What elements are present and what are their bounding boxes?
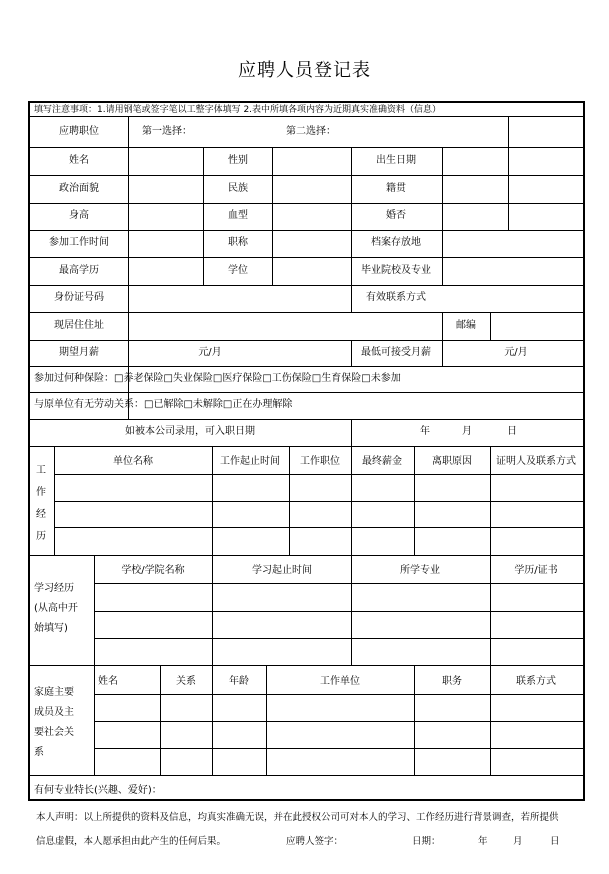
col-line — [490, 446, 491, 555]
yuan-unit-2: 元/月 — [504, 347, 528, 358]
postcode-label: 邮编 — [456, 320, 476, 331]
row-line — [30, 175, 583, 176]
date-label: 日期： — [412, 836, 441, 847]
col-line — [490, 665, 491, 775]
col-line — [490, 555, 491, 665]
row-line — [94, 583, 583, 584]
choice1-label[interactable]: 第一选择： — [142, 126, 192, 137]
expected-salary-label: 期望月薪 — [59, 347, 99, 358]
declaration-line-2: 信息虚假，本人愿承担由此产生的任何后果。 — [36, 836, 227, 847]
entry-date-label: 如被本公司录用，可入职日期 — [125, 426, 255, 437]
graduate-label: 毕业院校及专业 — [361, 265, 431, 276]
col-line — [94, 665, 95, 775]
row-line — [30, 775, 583, 776]
row-line — [94, 638, 583, 639]
col-line — [442, 312, 443, 340]
work-side-char: 历 — [36, 531, 46, 542]
insurance-options[interactable]: 参加过何种保险：□养老保险□失业保险□医疗保险□工伤保险□生育保险□未参加 — [34, 373, 401, 384]
row-line — [94, 748, 583, 749]
name-label: 姓名 — [69, 155, 89, 166]
education-label: 最高学历 — [59, 265, 99, 276]
col-line — [54, 446, 55, 555]
col-line — [490, 312, 491, 340]
study-header-major: 所学专业 — [400, 565, 440, 576]
gender-label: 性别 — [228, 155, 248, 166]
native-label: 籍贯 — [386, 183, 406, 194]
politics-label: 政治面貌 — [59, 183, 99, 194]
family-header-duty: 职务 — [442, 676, 462, 687]
col-line — [351, 340, 352, 366]
col-line — [351, 419, 352, 446]
entry-month: 月 — [462, 426, 472, 437]
col-line — [203, 147, 204, 285]
row-line — [94, 694, 583, 695]
col-line — [160, 665, 161, 775]
study-header-school: 学校/学院名称 — [121, 565, 185, 576]
family-header-name: 姓名 — [98, 676, 118, 687]
col-line — [272, 147, 273, 285]
degree-label: 学位 — [228, 265, 248, 276]
family-side-text: 系 — [34, 747, 44, 758]
row-line — [94, 721, 583, 722]
specialty-label[interactable]: 有何专业特长(兴趣、爱好)： — [34, 785, 162, 796]
entry-day: 日 — [507, 426, 517, 437]
row-line — [30, 446, 583, 447]
col-line — [442, 340, 443, 366]
row-line — [30, 366, 583, 367]
date-year: 年 — [478, 836, 488, 847]
col-line — [351, 147, 352, 285]
row-line — [94, 611, 583, 612]
family-side-text: 家庭主要 — [34, 687, 74, 698]
study-side-text: 始填写) — [34, 623, 68, 634]
date-day: 日 — [550, 836, 560, 847]
birth-label: 出生日期 — [376, 155, 416, 166]
family-header-contact: 联系方式 — [516, 676, 556, 687]
declaration-line-1: 本人声明：以上所提供的资料及信息，均真实准确无误，并在此授权公司可对本人的学习、工作经历进行背景调查，若所提供 — [36, 812, 559, 823]
row-line — [54, 501, 583, 502]
col-line — [442, 147, 443, 285]
work-header-reason: 离职原因 — [432, 456, 472, 467]
family-side-text: 成员及主 — [34, 707, 74, 718]
row-line — [54, 474, 583, 475]
position-label: 应聘职位 — [59, 126, 99, 137]
row-line — [30, 257, 583, 258]
form-table — [28, 101, 585, 801]
contact-label: 有效联系方式 — [366, 292, 426, 303]
work-side-char: 经 — [36, 509, 46, 520]
row-line — [30, 392, 583, 393]
row-line — [54, 527, 583, 528]
ethnic-label: 民族 — [228, 183, 248, 194]
choice2-label[interactable]: 第二选择： — [286, 126, 336, 137]
labor-options[interactable]: 与原单位有无劳动关系：□已解除□未解除□正在办理解除 — [34, 399, 293, 410]
address-label: 现居住住址 — [54, 320, 104, 331]
row-line — [30, 116, 583, 117]
col-line — [351, 285, 352, 312]
marital-label: 婚否 — [386, 210, 406, 221]
row-line — [30, 340, 583, 341]
row-line — [30, 665, 583, 666]
col-line — [212, 665, 213, 775]
archive-label: 档案存放地 — [371, 237, 421, 248]
date-month: 月 — [513, 836, 523, 847]
col-line — [414, 665, 415, 775]
title-rank-label: 职称 — [228, 237, 248, 248]
row-line — [30, 312, 583, 313]
col-line — [414, 446, 415, 555]
family-side-text: 要社会关 — [34, 727, 74, 738]
study-side-text: 学习经历 — [34, 583, 74, 594]
row-line — [30, 285, 583, 286]
study-header-period: 学习起止时间 — [252, 565, 312, 576]
height-label: 身高 — [69, 210, 89, 221]
yuan-unit-1: 元/月 — [198, 347, 222, 358]
work-header-reference: 证明人及联系方式 — [496, 456, 576, 467]
notice-text: 填写注意事项：1.请用钢笔或签字笔以工整字体填写 2.表中所填各项内容为近期真实准确资料（信息） — [34, 105, 442, 115]
row-line — [30, 230, 583, 231]
form-title: 应聘人员登记表 — [238, 60, 371, 81]
work-side-char: 工 — [36, 465, 46, 476]
id-label: 身份证号码 — [54, 292, 104, 303]
col-line — [289, 446, 290, 555]
col-line — [508, 116, 509, 230]
work-start-label: 参加工作时间 — [49, 237, 109, 248]
col-line — [212, 446, 213, 555]
blood-label: 血型 — [228, 210, 248, 221]
work-header-position: 工作职位 — [300, 456, 340, 467]
study-header-degree: 学历/证书 — [514, 565, 558, 576]
col-line — [94, 555, 95, 665]
min-salary-label: 最低可接受月薪 — [361, 347, 431, 358]
study-side-text: (从高中开 — [34, 603, 78, 614]
row-line — [30, 203, 583, 204]
work-header-salary: 最终薪金 — [362, 456, 402, 467]
family-header-age: 年龄 — [229, 676, 249, 687]
work-header-unit: 单位名称 — [113, 456, 153, 467]
family-header-relation: 关系 — [176, 676, 196, 687]
col-line — [351, 555, 352, 665]
row-line — [30, 555, 583, 556]
row-line — [30, 419, 583, 420]
col-line — [212, 555, 213, 665]
signature-label[interactable]: 应聘人签字： — [286, 836, 344, 847]
work-side-char: 作 — [36, 487, 46, 498]
row-line — [30, 147, 583, 148]
family-header-employer: 工作单位 — [320, 676, 360, 687]
entry-year: 年 — [420, 426, 430, 437]
col-line — [266, 665, 267, 775]
work-header-period: 工作起止时间 — [220, 456, 280, 467]
col-line — [351, 446, 352, 555]
